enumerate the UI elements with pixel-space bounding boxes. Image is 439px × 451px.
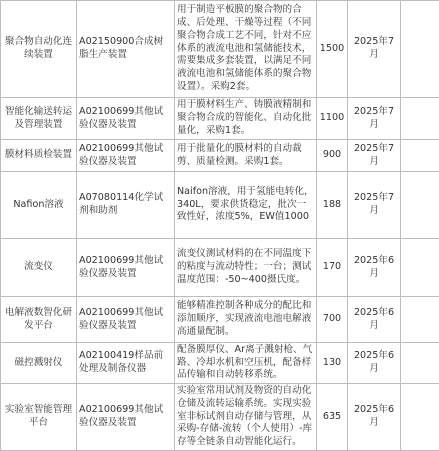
category-code: A02100699其他试验仪器及装置: [77, 297, 175, 343]
description: 用于批量化的膜材料的自动裁剪、质量检测。采购1套。: [175, 140, 317, 172]
category-code: A02100699其他试验仪器及装置: [77, 239, 175, 297]
table-row: [1, 384, 439, 451]
category-code: A02150900合成树脂生产装置: [77, 1, 175, 98]
table-row: [1, 172, 439, 239]
table-row: [1, 98, 439, 140]
blank-cell: [401, 140, 439, 172]
amount: 188: [317, 172, 348, 239]
equipment-name: 智能化输送转运及管理装置: [1, 98, 77, 140]
blank-cell: [401, 172, 439, 239]
description: 配备膜厚仪、Ar离子溅射枪、气路、冷却水机和空压机，配备样品传输和自动转移系统。: [175, 343, 317, 384]
blank-cell: [401, 1, 439, 98]
amount: 1100: [317, 98, 348, 140]
category-code: A07080114化学试剂和助剂: [77, 172, 175, 239]
blank-cell: [401, 343, 439, 384]
equipment-name: 磁控溅射仪: [1, 343, 77, 384]
table-row: [1, 297, 439, 343]
blank-cell: [401, 239, 439, 297]
purchase-date: 2025年6月: [348, 343, 401, 384]
purchase-date: 2025年7月: [348, 98, 401, 140]
blank-cell: [401, 384, 439, 451]
description: Naifon溶液，用于氢能电转化，340L，要求供货稳定，批次一致性好，浓度5%，EW值1000: [175, 172, 317, 239]
description: 用于制造平板膜的聚合物的合成、后处理、干燥等过程（不同聚合物合成工艺不同，针对不应体系的液流电池和氢储能技术，需要集成多套装置，以满足不同液流电池和氢储能体系的聚合物设置）。采购2套。: [175, 1, 317, 98]
amount: 170: [317, 239, 348, 297]
category-code: A02100699其他试验仪器及装置: [77, 98, 175, 140]
equipment-name: 聚合物自动化连续装置: [1, 1, 77, 98]
table-row: [1, 1, 439, 98]
purchase-date: 2025年6月: [348, 384, 401, 451]
category-code: A02100699其他试验仪器及装置: [77, 384, 175, 451]
equipment-name: 膜材料质检装置: [1, 140, 77, 172]
purchase-date: 2025年7月: [348, 140, 401, 172]
table-row: [1, 239, 439, 297]
category-code: A02100419样品前处理及制备仪器: [77, 343, 175, 384]
description: 流变仪测试材料的在不同温度下的粘度与流动特性；一台；测试温度范围：-50~400摄氏度。: [175, 239, 317, 297]
amount: 635: [317, 384, 348, 451]
equipment-name: Nafion溶液: [1, 172, 77, 239]
table-row: [1, 343, 439, 384]
amount: 900: [317, 140, 348, 172]
equipment-name: 电解液数智化研发平台: [1, 297, 77, 343]
equipment-name: 流变仪: [1, 239, 77, 297]
table-row: [1, 140, 439, 172]
equipment-name: 实验室智能管理平台: [1, 384, 77, 451]
description: 用于膜材料生产、铸膜液精制和聚合物合成的智能化、自动化批量化，采购1套。: [175, 98, 317, 140]
blank-cell: [401, 297, 439, 343]
category-code: A02100699其他试验仪器及装置: [77, 140, 175, 172]
blank-cell: [401, 98, 439, 140]
amount: 130: [317, 343, 348, 384]
amount: 1500: [317, 1, 348, 98]
purchase-date: 2025年7月: [348, 1, 401, 98]
purchase-date: 2025年7月: [348, 172, 401, 239]
purchase-date: 2025年6月: [348, 297, 401, 343]
description: 能够精准控制各种成分的配比和添加顺序，实现液流电池电解液高通量配制。: [175, 297, 317, 343]
purchase-date: 2025年6月: [348, 239, 401, 297]
amount: 700: [317, 297, 348, 343]
description: 实验室常用试剂及物资的自动化仓储及流转运输系统。实现实验室非标试剂自动存储与管理，从采购-存储-流转（个人使用）-库存等全链条自动智能化运行。: [175, 384, 317, 451]
